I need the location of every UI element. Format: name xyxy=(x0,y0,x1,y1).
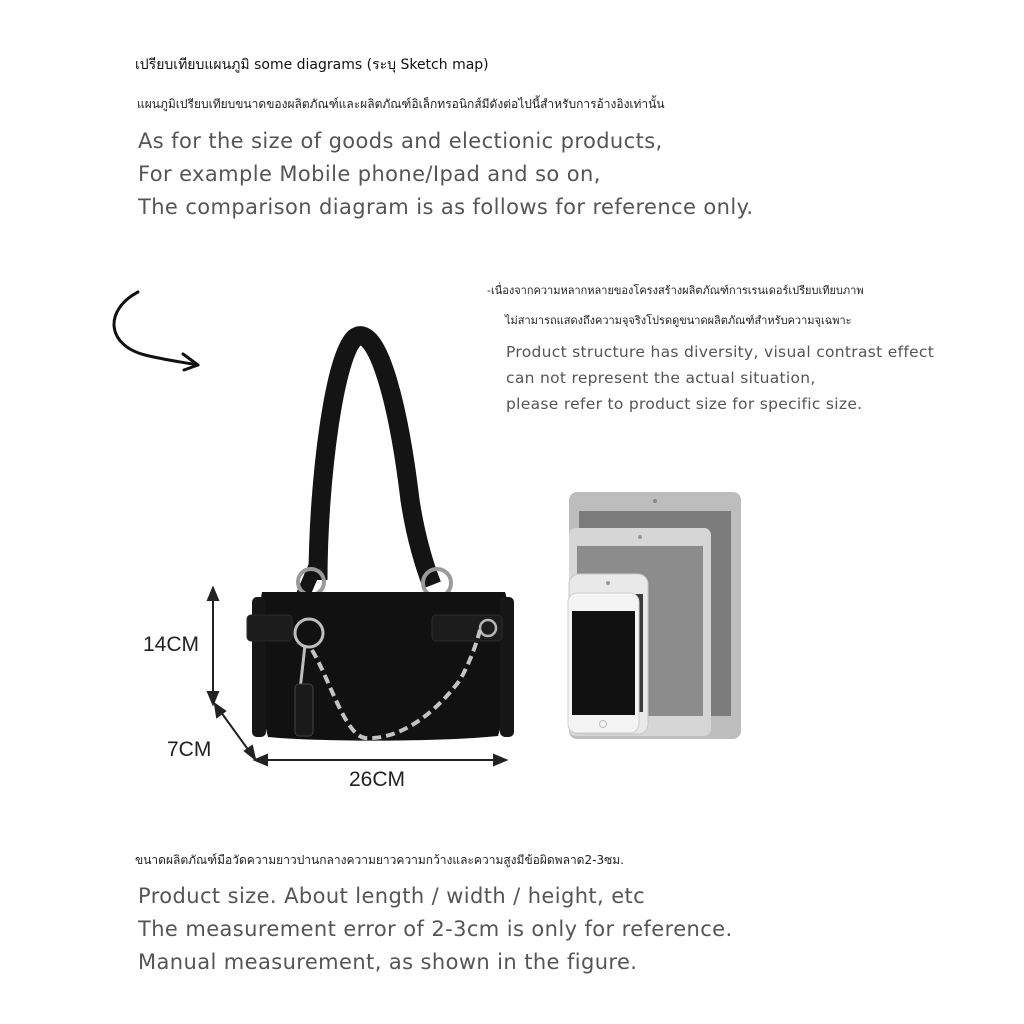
length-label: 26CM xyxy=(349,768,406,791)
structure-line-3: please refer to product size for specific size. xyxy=(506,395,863,413)
height-dimension-line xyxy=(208,588,218,704)
devices-image xyxy=(568,492,741,739)
header-line-3: The comparison diagram is as follows for reference only. xyxy=(138,195,754,219)
depth-label: 7CM xyxy=(167,738,212,761)
header-thai-note: แผนภูมิเปรียบเทียบขนาดของผลิตภัณฑ์และผลิตภัณฑ์อิเล็กทรอนิกส์มีดังต่อไปนี้สำหรับการอ้างอิงเท่านั้น xyxy=(137,97,665,111)
curved-arrow-icon xyxy=(114,292,198,370)
length-dimension-line xyxy=(255,755,506,765)
structure-line-2: can not represent the actual situation, xyxy=(506,369,816,387)
small-phone xyxy=(568,593,639,733)
footer-thai-note: ขนาดผลิตภัณฑ์มือวัดความยาวปานกลางความยาวความกว้างและความสูงมีข้อผิดพลาด2-3ซม. xyxy=(135,853,624,867)
footer-english-text xyxy=(138,880,733,979)
page-title: เปรียบเทียบแผนภูมิ some diagrams (ระบุ Sketch map) xyxy=(135,57,489,73)
structure-line-1: Product structure has diversity, visual contrast effect xyxy=(506,343,935,361)
footer-line-3: Manual measurement, as shown in the figure. xyxy=(138,950,638,974)
footer-line-1: Product size. About length / width / height, etc xyxy=(138,884,646,908)
depth-dimension-line xyxy=(215,704,255,759)
structure-thai-line-1: -เนื่องจากความหลากหลายของโครงสร้างผลิตภัณฑ์การเรนเดอร์เปรียบเทียบภาพ xyxy=(487,284,864,297)
footer-line-2: The measurement error of 2-3cm is only for reference. xyxy=(138,917,733,941)
structure-thai-line-2: ไม่สามารถแสดงถึงความจุจริงโปรดดูขนาดผลิตภัณฑ์สำหรับความจุเฉพาะ xyxy=(505,314,852,327)
handbag-image xyxy=(247,336,514,741)
height-label: 14CM xyxy=(143,633,200,656)
header-line-1: As for the size of goods and electionic products, xyxy=(138,129,663,153)
header-line-2: For example Mobile phone/Ipad and so on, xyxy=(138,162,601,186)
